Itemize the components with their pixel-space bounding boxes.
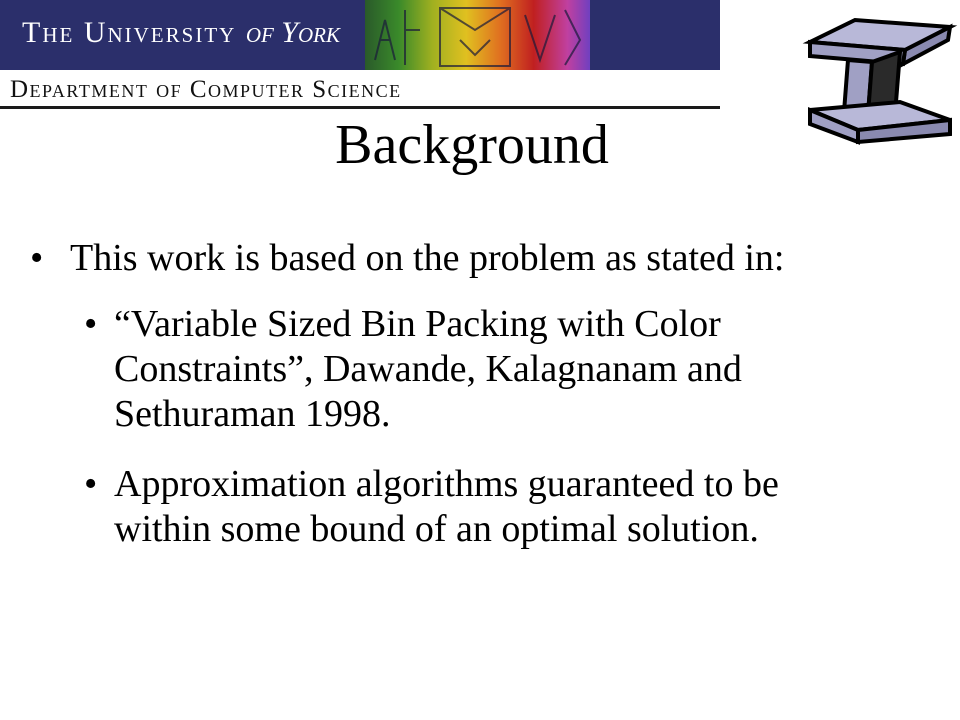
bullet-text-line: Sethuraman 1998.	[114, 393, 391, 435]
university-name-text: The University	[22, 16, 237, 49]
bullet-text-line: Approximation algorithms guaranteed to be	[114, 463, 779, 505]
of-york-text: of York	[245, 16, 340, 49]
slide-title: Background	[335, 114, 609, 176]
bullet-text: This work is based on the problem as stated in:	[70, 237, 785, 279]
department-header	[0, 72, 720, 109]
bullet-marker: •	[84, 463, 98, 505]
university-banner	[0, 0, 720, 70]
bullet-text-line: within some bound of an optimal solution.	[114, 508, 759, 550]
bullet-text-line: “Variable Sized Bin Packing with Color	[114, 303, 721, 345]
bullet-text-line: Constraints”, Dawande, Kalagnanam and	[114, 348, 742, 390]
university-name	[22, 16, 340, 50]
department-name: Department of Computer Science	[10, 76, 402, 103]
bullet-marker: •	[84, 303, 98, 345]
university-crest-icon	[365, 0, 590, 70]
bullet-marker: •	[30, 237, 44, 279]
